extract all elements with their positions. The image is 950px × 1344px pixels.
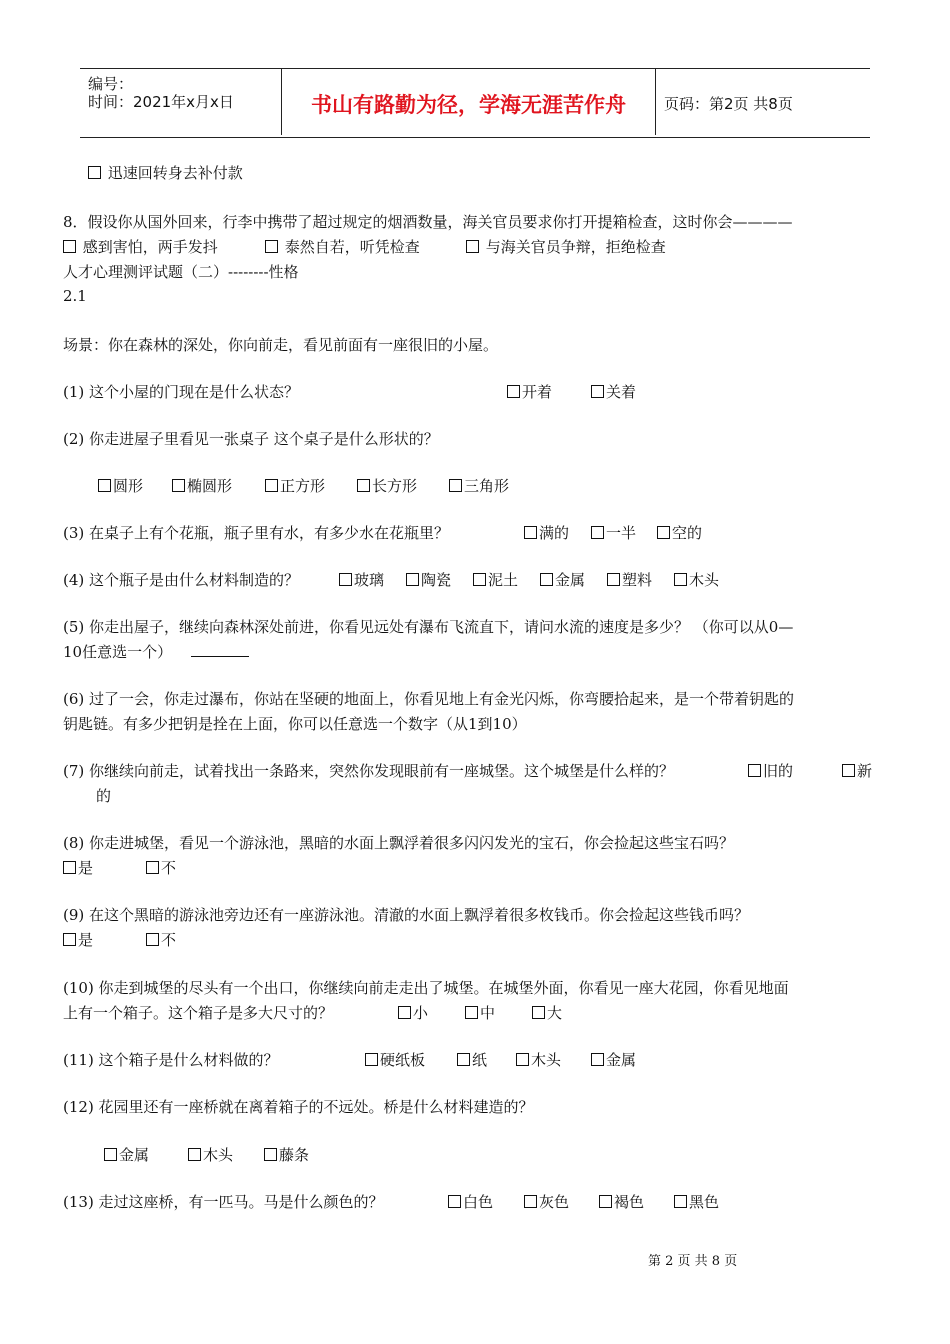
checkbox-icon	[406, 573, 419, 586]
checkbox-icon	[507, 385, 520, 398]
checkbox-icon	[104, 1148, 117, 1161]
checkbox-icon	[63, 933, 76, 946]
checkbox-icon	[98, 479, 111, 492]
checkbox-icon	[466, 240, 479, 253]
checkbox-icon	[674, 573, 687, 586]
question-10: (10) 你走到城堡的尽头有一个出口，你继续向前走走出了城堡。在城堡外面，你看见一座大花园，你看见地面	[63, 979, 789, 997]
question-7-cont: 的	[96, 787, 112, 805]
number-label: 编号：	[88, 75, 134, 93]
page-label: 页码：第2页 共8页	[664, 95, 793, 113]
checkbox-icon	[63, 861, 76, 874]
q10-option-3[interactable]: 大	[532, 1002, 562, 1023]
question-4: (4) 这个瓶子是由什么材料制造的？	[63, 571, 300, 589]
q3-option-1[interactable]: 满的	[524, 522, 569, 543]
q9-option-1[interactable]: 是	[63, 929, 93, 950]
q8-option-2[interactable]: 泰然自若，听凭检查	[265, 236, 420, 257]
q11-option-4[interactable]: 金属	[591, 1049, 636, 1070]
q11-option-3[interactable]: 木头	[516, 1049, 561, 1070]
checkbox-icon	[365, 1053, 378, 1066]
q1-option-1[interactable]: 开着	[507, 381, 552, 402]
q2-option-4[interactable]: 长方形	[357, 475, 417, 496]
q1-option-2[interactable]: 关着	[591, 381, 636, 402]
checkbox-icon	[265, 479, 278, 492]
q4-option-3[interactable]: 泥土	[473, 569, 518, 590]
checkbox-icon	[599, 1195, 612, 1208]
answer-blank[interactable]	[191, 644, 249, 657]
question-6: (6) 过了一会，你走过瀑布，你站在坚硬的地面上，你看见地上有金光闪烁，你弯腰拾起来，是一个带着钥匙的	[63, 690, 795, 708]
q2-option-2[interactable]: 椭圆形	[172, 475, 232, 496]
checkbox-icon	[146, 933, 159, 946]
checkbox-icon	[607, 573, 620, 586]
q8-option-1[interactable]: 感到害怕，两手发抖	[63, 236, 218, 257]
q4-option-4[interactable]: 金属	[540, 569, 585, 590]
checkbox-icon	[449, 479, 462, 492]
checkbox-icon	[398, 1006, 411, 1019]
question-3: (3) 在桌子上有个花瓶，瓶子里有水，有多少水在花瓶里？	[63, 524, 450, 542]
checkbox-icon	[516, 1053, 529, 1066]
q8s-option-2[interactable]: 不	[146, 857, 176, 878]
checkbox-icon	[657, 526, 670, 539]
q2-option-3[interactable]: 正方形	[265, 475, 325, 496]
q7-option-1[interactable]: 旧的	[748, 760, 793, 781]
q11-option-1[interactable]: 硬纸板	[365, 1049, 425, 1070]
checkbox-icon	[591, 526, 604, 539]
motto: 书山有路勤为径，学海无涯苦作舟	[281, 69, 656, 135]
checkbox-icon	[339, 573, 352, 586]
checkbox-icon	[265, 240, 278, 253]
page-footer: 第 2 页 共 8 页	[648, 1254, 738, 1269]
checkbox-icon	[448, 1195, 461, 1208]
question-8: (8) 你走进城堡，看见一个游泳池，黑暗的水面上飘浮着很多闪闪发光的宝石，你会捡起这些宝石吗？	[63, 834, 735, 852]
q7-option-2[interactable]: 新	[842, 760, 872, 781]
q10-option-2[interactable]: 中	[465, 1002, 495, 1023]
checkbox-icon	[473, 573, 486, 586]
checkbox-icon	[188, 1148, 201, 1161]
question-2: (2) 你走进屋子里看见一张桌子 这个桌子是什么形状的？	[63, 430, 439, 448]
checkbox-icon	[357, 479, 370, 492]
question-1: (1) 这个小屋的门现在是什么状态？	[63, 383, 300, 401]
question-13: (13) 走过这座桥，有一匹马。马是什么颜色的？	[63, 1193, 384, 1211]
q3-option-2[interactable]: 一半	[591, 522, 636, 543]
checkbox-icon	[524, 526, 537, 539]
q4-option-1[interactable]: 玻璃	[339, 569, 384, 590]
q4-option-6[interactable]: 木头	[674, 569, 719, 590]
q13-option-4[interactable]: 黑色	[674, 1191, 719, 1212]
checkbox-icon	[172, 479, 185, 492]
question-11: (11) 这个箱子是什么材料做的？	[63, 1051, 279, 1069]
q13-option-2[interactable]: 灰色	[524, 1191, 569, 1212]
q13-option-3[interactable]: 褐色	[599, 1191, 644, 1212]
checkbox-icon	[748, 764, 761, 777]
checkbox-icon	[457, 1053, 470, 1066]
q13-option-1[interactable]: 白色	[448, 1191, 493, 1212]
question-5-cont: 10任意选一个）	[63, 641, 249, 662]
checkbox-icon	[591, 1053, 604, 1066]
q12-option-2[interactable]: 木头	[188, 1144, 233, 1165]
header-info	[80, 69, 280, 137]
checkbox-icon	[674, 1195, 687, 1208]
q2-option-1[interactable]: 圆形	[98, 475, 143, 496]
q8s-option-1[interactable]: 是	[63, 857, 93, 878]
section-title: 人才心理测评试题（二）--------性格	[63, 263, 299, 281]
q4-option-5[interactable]: 塑料	[607, 569, 652, 590]
q4-option-2[interactable]: 陶瓷	[406, 569, 451, 590]
question-6-cont: 钥匙链。有多少把钥是拴在上面，你可以任意选一个数字（从1到10）	[63, 715, 527, 733]
q2-option-5[interactable]: 三角形	[449, 475, 509, 496]
q12-option-3[interactable]: 藤条	[264, 1144, 309, 1165]
time-label: 时间：2021年x月x日	[88, 93, 234, 111]
q8-option-3[interactable]: 与海关官员争辩，拒绝检查	[466, 236, 666, 257]
question-10-cont: 上有一个箱子。这个箱子是多大尺寸的？	[63, 1004, 334, 1022]
q3-option-3[interactable]: 空的	[657, 522, 702, 543]
checkbox-icon	[88, 166, 101, 179]
q8-text: 8．假设你从国外回来，行李中携带了超过规定的烟酒数量，海关官员要求你打开提箱检查，这时你会————	[63, 213, 793, 231]
scene-text: 场景：你在森林的深处，你向前走，看见前面有一座很旧的小屋。	[63, 336, 499, 354]
checkbox-icon	[146, 861, 159, 874]
section-number: 2.1	[63, 287, 87, 305]
question-7: (7) 你继续向前走，试着找出一条路来，突然你发现眼前有一座城堡。这个城堡是什么样的？	[63, 762, 675, 780]
checkbox-icon	[591, 385, 604, 398]
page-header	[80, 68, 870, 138]
checkbox-icon	[540, 573, 553, 586]
q10-option-1[interactable]: 小	[398, 1002, 428, 1023]
checkbox-icon	[465, 1006, 478, 1019]
checkbox-icon	[63, 240, 76, 253]
checkbox-icon	[264, 1148, 277, 1161]
checkbox-icon	[842, 764, 855, 777]
checkbox-icon	[524, 1195, 537, 1208]
q9-option-2[interactable]: 不	[146, 929, 176, 950]
question-5: (5) 你走出屋子，继续向森林深处前进，你看见远处有瀑布飞流直下，请问水流的速度是多少？ （你可以从0—	[63, 618, 794, 636]
q12-option-1[interactable]: 金属	[104, 1144, 149, 1165]
question-9: (9) 在这个黑暗的游泳池旁边还有一座游泳池。清澈的水面上飘浮着很多枚钱币。你会捡起这些钱币吗？	[63, 906, 750, 924]
checkbox-icon	[532, 1006, 545, 1019]
question-12: (12) 花园里还有一座桥就在离着箱子的不远处。桥是什么材料建造的？	[63, 1098, 534, 1116]
prev-option[interactable]: 迅速回转身去补付款	[88, 162, 243, 183]
q11-option-2[interactable]: 纸	[457, 1049, 487, 1070]
